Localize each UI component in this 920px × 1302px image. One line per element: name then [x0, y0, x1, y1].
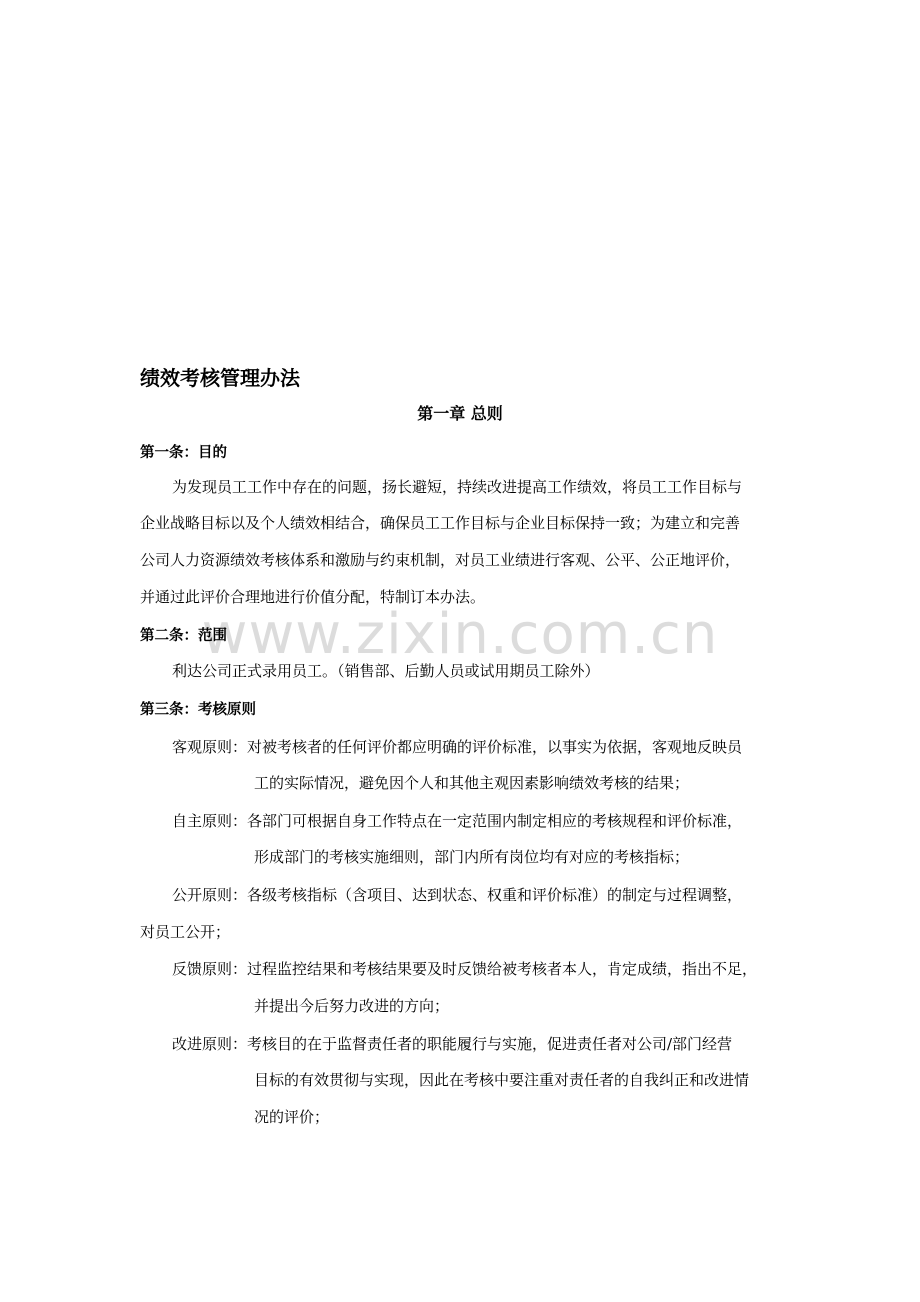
principle-autonomy: 自主原则：各部门可根据自身工作特点在一定范围内制定相应的考核规程和评价标准，	[172, 812, 743, 830]
article-1-line: 并通过此评价合理地进行价值分配，特制订本办法。	[140, 588, 486, 606]
article-1-heading: 第一条：目的	[140, 445, 227, 461]
chapter-heading: 第一章 总则	[417, 404, 503, 423]
principle-objective: 客观原则：对被考核者的任何评价都应明确的评价标准，以事实为依据，客观地反映员	[172, 738, 743, 756]
principle-openness: 公开原则：各级考核指标（含项目、达到状态、权重和评价标准）的制定与过程调整，	[172, 886, 743, 904]
article-2-heading: 第二条：范围	[140, 628, 227, 644]
article-1-line: 企业战略目标以及个人绩效相结合，确保员工工作目标与企业目标保持一致；为建立和完善	[140, 514, 741, 532]
watermark: www.zixin.com.cn	[201, 602, 719, 667]
article-3-heading: 第三条：考核原则	[140, 702, 256, 718]
principle-autonomy-cont: 形成部门的考核实施细则，部门内所有岗位均有对应的考核指标；	[254, 848, 690, 866]
principle-feedback-cont: 并提出今后努力改进的方向；	[254, 997, 450, 1015]
principle-feedback: 反馈原则：过程监控结果和考核结果要及时反馈给被考核者本人，肯定成绩，指出不足，	[172, 960, 758, 978]
article-1-line: 公司人力资源绩效考核体系和激励与约束机制，对员工业绩进行客观、公平、公正地评价，	[140, 551, 741, 569]
principle-objective-cont: 工的实际情况，避免因个人和其他主观因素影响绩效考核的结果；	[254, 774, 690, 792]
document-title: 绩效考核管理办法	[140, 366, 300, 390]
principle-improvement-cont: 目标的有效贯彻与实现，因此在考核中要注重对责任者的自我纠正和改进情	[254, 1071, 750, 1089]
principle-improvement-cont: 况的评价；	[254, 1108, 330, 1126]
article-2-text: 利达公司正式录用员工。（销售部、后勤人员或试用期员工除外）	[172, 662, 600, 680]
principle-openness-cont: 对员工公开；	[140, 923, 231, 941]
article-1-line: 为发现员工工作中存在的问题，扬长避短，持续改进提高工作绩效，将员工工作目标与	[172, 478, 743, 496]
principle-improvement: 改进原则：考核目的在于监督责任者的职能履行与实施，促进责任者对公司/部门经营	[172, 1035, 733, 1053]
